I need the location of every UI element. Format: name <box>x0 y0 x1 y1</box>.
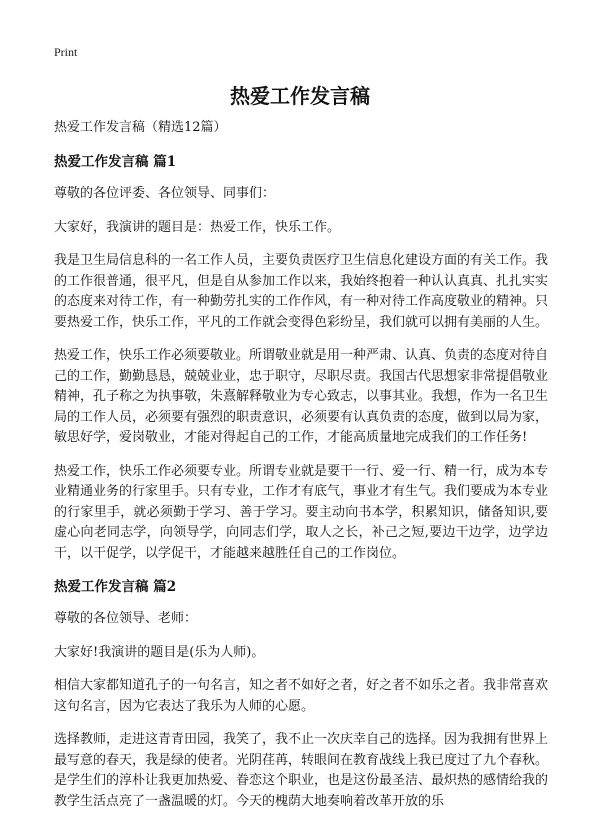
body-paragraph: 选择教师，走进这青青田园，我笑了，我不止一次庆幸自己的选择。因为我拥有世界上最写意的春天，我是绿的使者。光阴荏苒，转眼间在教育战线上我已度过了九个春秋。是学生们的淳朴让我更加热爱、眷恋这个职业，也是这份最圣洁、最炽热的感情给我的教学生活点亮了一盏温暖的灯。今天的槐荫大地奏响着改革开放的乐 <box>54 732 549 809</box>
greeting-paragraph: 大家好!我演讲的题目是(乐为人师)。 <box>54 644 265 660</box>
section-heading: 热爱工作发言稿 篇2 <box>54 579 177 595</box>
body-paragraph: 热爱工作，快乐工作必须要专业。所谓专业就是要干一行、爱一行、精一行，成为本专业精通业务的行家里手。只有专业，工作才有底气，事业才有生气。我们要成为本专业的行家里手，就必须勤于学习、善于学习。要主动向书本学，积累知识，储备知识,要虚心向老同志学，向领导学，向同志们学，取人之长，补己之短,要边干边学，边学边干，以干促学，以学促干，才能越来越胜任自己的工作岗位。 <box>54 463 549 561</box>
salutation-paragraph: 尊敬的各位评委、各位领导、同事们： <box>54 186 276 201</box>
body-paragraph: 相信大家都知道孔子的一句名言，知之者不如好之者，好之者不如乐之者。我非常喜欢这句名言，因为它表达了我乐为人师的心愿。 <box>54 678 549 714</box>
page-title: 热爱工作发言稿 <box>230 84 370 108</box>
section-1 <box>54 152 548 564</box>
section-2 <box>54 577 548 812</box>
greeting-paragraph: 大家好，我演讲的题目是：热爱工作，快乐工作。 <box>54 219 341 235</box>
print-link[interactable]: Print <box>54 45 78 59</box>
body-paragraph: 我是卫生局信息科的一名工作人员，主要负责医疗卫生信息化建设方面的有关工作。我的工作很普通，很平凡，但是自从参加工作以来，我始终抱着一种认认真真、扎扎实实的态度来对待工作，有一种勤劳扎实的工作作风，有一种对待工作高度敬业的精神。只要热爱工作，快乐工作，平凡的工作就会变得色彩纷呈，我们就可以拥有美丽的人生。 <box>54 253 549 330</box>
document-body <box>54 118 548 825</box>
salutation-paragraph: 尊敬的各位领导、老师： <box>54 611 198 626</box>
section-heading: 热爱工作发言稿 篇1 <box>54 154 177 170</box>
body-paragraph: 热爱工作，快乐工作必须要敬业。所谓敬业就是用一种严肃、认真、负责的态度对待自己的工作，勤勤恳恳，兢兢业业，忠于职守，尽职尽责。我国古代思想家非常提倡敬业精神，孔子称之为执事敬，朱熹解释敬业为专心致志，以事其业。我想，作为一名卫生局的工作人员，必须要有强烈的职责意识，必须要有认真负责的态度，做到以局为家，敏思好学，爱岗敬业，才能对得起自己的工作，才能高质量地完成我们的工作任务! <box>54 348 549 445</box>
document-subtitle: 热爱工作发言稿（精选12篇） <box>54 120 227 135</box>
